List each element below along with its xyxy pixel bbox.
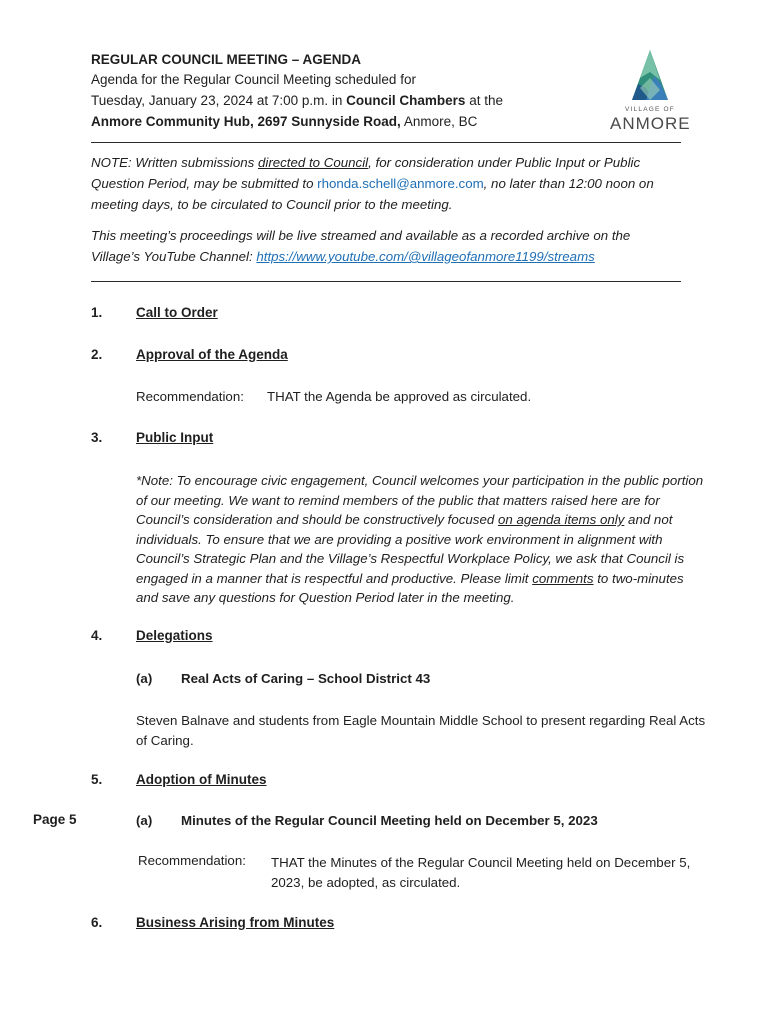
note-text: Question Period, may be submitted to: [91, 176, 318, 191]
header-line-1: Agenda for the Regular Council Meeting scheduled for: [91, 72, 416, 87]
note-underlined: on agenda items only: [497, 512, 625, 527]
sub-item-title: Minutes of the Regular Council Meeting held on December 5, 2023: [181, 813, 598, 828]
note-text: NOTE: Written submissions: [91, 155, 258, 170]
item-number: 4.: [91, 628, 103, 643]
recommendation-text: THAT the Minutes of the Regular Council Meeting held on December 5, 2023, be adopted, as circulated.: [271, 855, 691, 890]
recommendation-text: THAT the Agenda be approved as circulated.: [267, 389, 532, 404]
delegation-description: Steven Balnave and students from Eagle Mountain Middle School to present regarding Real Acts of Caring.: [136, 713, 706, 748]
sub-item-label: (a): [136, 813, 153, 828]
item-heading-call-to-order: Call to Order: [136, 305, 218, 320]
public-input-note: [136, 471, 706, 608]
logo-village-of: VILLAGE OF: [625, 106, 675, 113]
item-number: 1.: [91, 305, 103, 320]
note-text: Village’s YouTube Channel:: [91, 249, 257, 264]
note-text: , no later than 12:00 noon on: [483, 176, 654, 191]
email-link[interactable]: rhonda.schell@anmore.com: [317, 176, 484, 191]
note-text: *Note: To encourage civic engagement, Council welcomes your participation in the public portion of our meeting. We want to remind members of the public that matters raised here are for Council’s consideration and should be constructively focused: [136, 473, 704, 527]
note-text: to two-minutes and save any questions for Question Period later in the meeting.: [136, 570, 684, 605]
note-underlined: comments: [532, 570, 594, 586]
livestream-note: [91, 225, 691, 267]
item-heading-public-input: Public Input: [136, 430, 214, 445]
recommendation-label: Recommendation:: [138, 853, 246, 868]
note-text: meeting days, to be circulated to Council prior to the meeting.: [91, 197, 453, 212]
recommendation-label: Recommendation:: [136, 389, 244, 404]
document-title: REGULAR COUNCIL MEETING – AGENDA: [91, 52, 362, 67]
header-venue: Council Chambers: [346, 93, 466, 108]
item-number: 2.: [91, 347, 103, 362]
logo-anmore: ANMORE: [610, 114, 691, 133]
village-logo: [610, 48, 690, 134]
note-divider: [91, 281, 681, 282]
header-line-2-suffix: at the: [465, 93, 503, 108]
note-underlined: directed to Council: [257, 155, 369, 170]
sub-item-title: Real Acts of Caring – School District 43: [181, 671, 431, 686]
header-city: Anmore, BC: [400, 114, 478, 129]
header-line-2: [91, 91, 503, 111]
header-address: Anmore Community Hub, 2697 Sunnyside Road,: [91, 114, 401, 129]
header-line-3: [91, 112, 477, 132]
header-divider: [91, 142, 681, 143]
note-text: , for consideration under Public Input or Public: [368, 155, 641, 170]
note-text: and not individuals. To ensure that we are providing a positive work environment in alignment with Council’s Strategic Plan and the Village’s Respectful Workplace Policy, we ask that Council is engaged in a manner that is respectful and productive. Please limit: [136, 512, 685, 586]
note-text: This meeting’s proceedings will be live streamed and available as a recorded archive on the: [91, 228, 631, 243]
item-number: 6.: [91, 915, 103, 930]
item-number: 3.: [91, 430, 103, 445]
youtube-link[interactable]: https://www.youtube.com/@villageofanmore1199/streams: [256, 249, 595, 264]
sub-item-label: (a): [136, 671, 153, 686]
item-heading-approval: Approval of the Agenda: [136, 347, 288, 362]
item-heading-business-arising: Business Arising from Minutes: [136, 915, 335, 930]
item-heading-delegations: Delegations: [136, 628, 213, 643]
mountain-logo-icon: [610, 48, 690, 106]
item-number: 5.: [91, 772, 103, 787]
submission-note: [91, 152, 691, 215]
item-heading-minutes: Adoption of Minutes: [136, 772, 267, 787]
page-number: Page 5: [33, 812, 77, 827]
header-date: Tuesday, January 23, 2024 at 7:00 p.m. in: [91, 93, 347, 108]
